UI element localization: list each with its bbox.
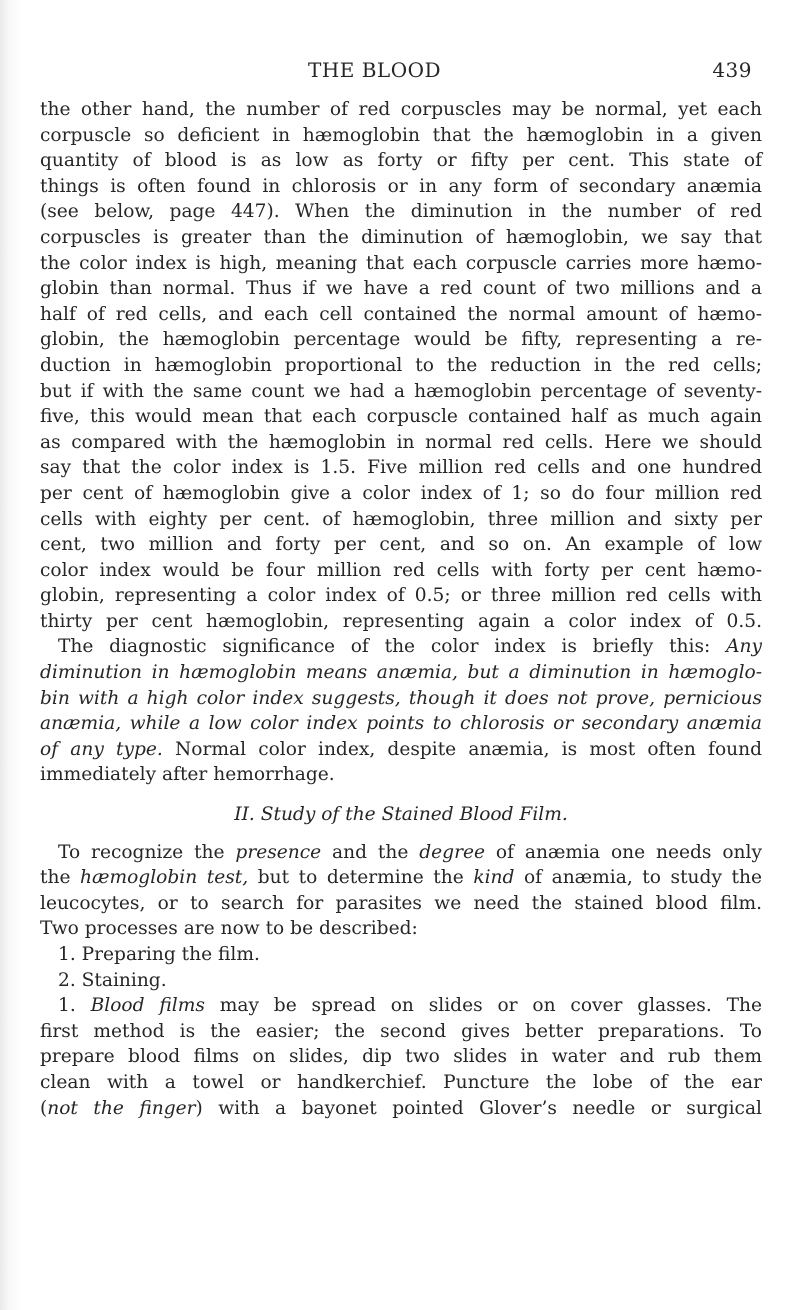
text-run: may be spread on slides or on cover glasses. The: [204, 995, 762, 1017]
paragraph-diagnostic-significance: [40, 634, 762, 788]
text-line: globin, the hæmoglobin percentage would be fifty, representing a re-: [40, 329, 762, 351]
text-run: The diagnostic significance of the color index is briefly this:: [58, 636, 727, 658]
emphasis: not the finger: [47, 1097, 196, 1119]
text-run: of anæmia, to study the: [514, 867, 762, 889]
process-list: [40, 942, 762, 993]
list-item: 1. Preparing the film.: [58, 944, 260, 965]
text-line: [40, 1096, 762, 1122]
text-line: thirty per cent hæmoglobin, representing again a color index of 0.5.: [40, 610, 762, 632]
text-line: color index would be four million red cells with forty per cent hæmo-: [40, 559, 762, 581]
section-heading: II. Study of the Stained Blood Film.: [234, 804, 568, 826]
page-number: 439: [712, 58, 752, 82]
text-line: five, this would mean that each corpuscle contained half as much again: [40, 406, 762, 428]
text-line: the color index is high, meaning that each corpuscle carries more hæmo-: [40, 252, 762, 274]
text-line: but if with the same count we had a hæmoglobin percentage of seventy-: [40, 380, 762, 402]
text-run: 1.: [58, 995, 91, 1017]
text-line: Two processes are now to be described:: [40, 918, 418, 940]
emphasis: of any type.: [40, 738, 163, 760]
text-line: cent, two million and forty per cent, and so on. An example of low: [40, 534, 762, 556]
text-line: diminution in hæmoglobin means anæmia, but a diminution in hæmoglo-: [40, 662, 762, 684]
text-line: globin than normal. Thus if we have a red count of two millions and a: [40, 278, 762, 300]
text-line: [40, 737, 762, 763]
text-run: (: [40, 1097, 48, 1119]
text-line: [40, 865, 762, 891]
paragraph-blood-films: [40, 993, 762, 1121]
text-line: half of red cells, and each cell contained the normal amount of hæmo-: [40, 303, 762, 325]
text-line: cells with eighty per cent. of hæmoglobin, three million and sixty per: [40, 508, 762, 530]
text-line: clean with a towel or handkerchief. Puncture the lobe of the ear: [40, 1071, 762, 1093]
text-line: the other hand, the number of red corpuscles may be normal, yet each: [40, 99, 762, 120]
emphasis: presence: [235, 841, 322, 863]
text-run: To recognize the: [58, 841, 236, 863]
text-line: corpuscles is greater than the diminution of hæmoglobin, we say that: [40, 226, 762, 248]
emphasis: Blood films: [90, 995, 205, 1017]
text-line: things is often found in chlorosis or in any form of secondary anæmia: [40, 175, 762, 197]
emphasis: Any: [726, 636, 762, 658]
text-run: and the: [321, 841, 420, 863]
paragraph-stained-film: [40, 840, 762, 942]
text-line: globin, representing a color index of 0.5; or three million red cells with: [40, 585, 762, 607]
text-line: [40, 840, 762, 866]
paragraph-color-index: [40, 97, 762, 634]
text-line: first method is the easier; the second gives better preparations. To: [40, 1020, 762, 1042]
text-line: anæmia, while a low color index points to chlorosis or secondary anæmia: [40, 713, 762, 735]
text-line: per cent of hæmoglobin give a color index of 1; so do four million red: [40, 482, 762, 504]
text-run: but to determine the: [248, 867, 474, 889]
emphasis: degree: [419, 841, 485, 863]
text-line: [40, 634, 762, 660]
text-line: bin with a high color index suggests, though it does not prove, pernicious: [40, 687, 762, 709]
text-line: prepare blood films on slides, dip two slides in water and rub them: [40, 1046, 762, 1068]
text-line: (see below, page 447). When the diminution in the number of red: [40, 201, 762, 223]
page-header: [0, 58, 800, 88]
list-item: 2. Staining.: [58, 969, 167, 991]
text-line: duction in hæmoglobin proportional to the reduction in the red cells;: [40, 354, 762, 376]
body-text: [40, 97, 762, 1121]
text-run: the: [40, 867, 81, 889]
emphasis: kind: [473, 867, 515, 889]
text-line: immediately after hemorrhage.: [40, 764, 335, 786]
text-run: ) with a bayonet pointed Glover’s needle or surgical: [195, 1097, 762, 1119]
emphasis: hæmoglobin test,: [80, 867, 249, 889]
text-line: quantity of blood is as low as forty or fifty per cent. This state of: [40, 150, 762, 172]
text-line: say that the color index is 1.5. Five million red cells and one hundred: [40, 457, 762, 479]
text-line: [40, 993, 762, 1019]
text-line: corpuscle so deficient in hæmoglobin that the hæmoglobin in a given: [40, 124, 762, 146]
text-line: as compared with the hæmoglobin in normal red cells. Here we should: [40, 431, 762, 453]
text-line: leucocytes, or to search for parasites we need the stained blood film.: [40, 892, 762, 914]
running-head: THE BLOOD: [308, 58, 442, 82]
text-run: Normal color index, despite anæmia, is most often found: [162, 738, 762, 760]
text-run: of anæmia one needs only: [484, 841, 762, 863]
